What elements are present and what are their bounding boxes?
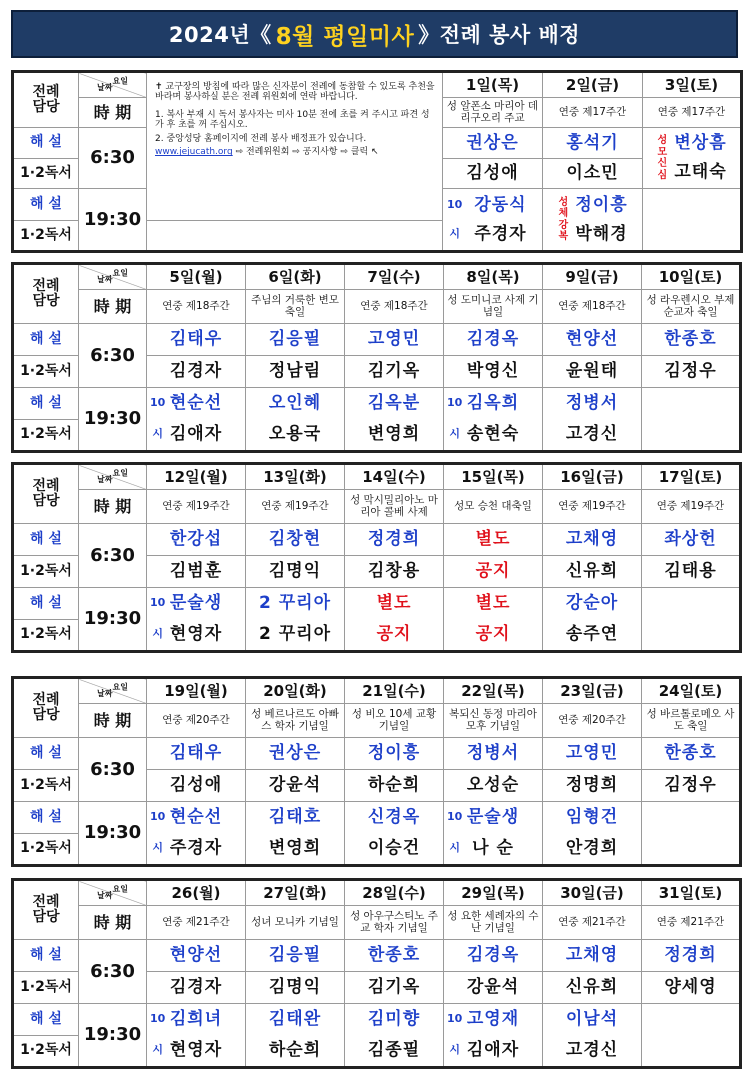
- assignee-name: 김경옥: [444, 324, 543, 356]
- evening-cell: [246, 1004, 345, 1068]
- si-tag: 시: [152, 1043, 163, 1057]
- assignee-name: 강윤석: [246, 770, 345, 802]
- liturgy-label: 연중 제18주간: [147, 290, 246, 324]
- assignee-name: 강윤석: [444, 972, 543, 1004]
- time-header: 時 期: [79, 98, 147, 128]
- notes-intro: ✝ 교구장의 방침에 따라 많은 신자분이 전례에 동참할 수 있도록 추천을 바라며 봉사하실 분은 전례 위원회에 연락 바랍니다.: [155, 82, 435, 102]
- date-header: 5일(월): [147, 264, 246, 290]
- liturgy-label: 연중 제19주간: [543, 490, 642, 524]
- si-tag: 시: [449, 841, 460, 855]
- homepage-link[interactable]: www.jejucath.org: [155, 147, 233, 158]
- assignee-name: 김기옥: [345, 972, 444, 1004]
- date-weekday-header: 날짜$^{요일}$: [79, 264, 147, 290]
- reading-label: 1·2독서: [13, 420, 79, 452]
- assignee-name: 송주연: [565, 624, 619, 644]
- assignee-name: 고영민: [345, 324, 444, 356]
- saturday-cell: [643, 128, 742, 189]
- liturgy-label: 연중 제20주간: [147, 704, 246, 738]
- time-header: 時 期: [79, 704, 147, 738]
- assignee-name: 공지: [376, 624, 412, 644]
- schedule-week-1: [11, 70, 743, 253]
- liturgy-label: 연중 제20주간: [543, 704, 642, 738]
- assignee-name: 김애자: [466, 1040, 520, 1060]
- assignee-name: 오인혜: [268, 393, 322, 414]
- assignee-name: 김태완: [268, 1009, 322, 1030]
- liturgy-label: 연중 제18주간: [543, 290, 642, 324]
- commentary-label: 해 설: [13, 524, 79, 556]
- empty-cell: [642, 388, 741, 452]
- evening-cell: [246, 388, 345, 452]
- ten-tag: 10: [150, 396, 166, 410]
- date-header: 8일(목): [444, 264, 543, 290]
- date-header: 26(월): [147, 880, 246, 906]
- mass-time-morning: 6:30: [79, 128, 147, 189]
- date-weekday-header: 날짜$^{요일}$: [79, 464, 147, 490]
- assignee-name: 김명익: [246, 556, 345, 588]
- mass-time-morning: 6:30: [79, 738, 147, 802]
- evening-cell: [147, 802, 246, 866]
- liturgy-label: 연중 제19주간: [642, 490, 741, 524]
- evening-cell: [543, 588, 642, 652]
- schedule-week-5: [11, 878, 742, 1069]
- date-header: 2일(금): [543, 72, 643, 98]
- assignee-name: 한종호: [642, 324, 741, 356]
- date-header: 30일(금): [543, 880, 642, 906]
- assignee-name: 김종필: [367, 1040, 421, 1060]
- assignee-name: 김창현: [246, 524, 345, 556]
- assignee-name: 공지: [475, 624, 511, 644]
- liturgy-label: 성 베르나르도 아빠스 학자 기념일: [246, 704, 345, 738]
- date-weekday-header: 날짜$^{요일}$: [79, 678, 147, 704]
- commentary-label: 해 설: [13, 388, 79, 420]
- liturgy-label: 성 비오 10세 교황 기념일: [345, 704, 444, 738]
- assignee-name: 김창용: [345, 556, 444, 588]
- commentary-label: 해 설: [13, 1004, 79, 1036]
- assignee-name: 한종호: [345, 940, 444, 972]
- title-prefix: 2024년《: [168, 23, 272, 47]
- assignee-name: 문술생: [169, 593, 223, 614]
- notes-item-2: 2. 중앙성당 홈페이지에 전례 봉사 배정표가 있습니다.: [155, 133, 367, 144]
- date-header: 21일(수): [345, 678, 444, 704]
- assignee-name: 김애자: [169, 424, 223, 444]
- commentary-label: 해 설: [13, 128, 79, 159]
- assignee-name: 권상은: [443, 128, 543, 159]
- liturgy-label: 연중 제18주간: [345, 290, 444, 324]
- assignee-name: 고경신: [565, 1040, 619, 1060]
- assignee-name: 좌상헌: [642, 524, 741, 556]
- date-header: 23일(금): [543, 678, 642, 704]
- assignee-name: 변상흠: [674, 133, 727, 154]
- evening-cell: [543, 189, 643, 252]
- assignee-name: 변영희: [367, 424, 421, 444]
- assignee-name: 윤원태: [543, 356, 642, 388]
- commentary-label: 해 설: [13, 588, 79, 620]
- assignee-name: 김태용: [642, 556, 741, 588]
- si-tag: 시: [152, 427, 163, 441]
- assignee-name: 신경옥: [367, 807, 421, 828]
- reading-label: 1·2독서: [13, 159, 79, 189]
- evening-cell: [345, 1004, 444, 1068]
- assignee-name: 이소민: [543, 159, 643, 189]
- assignee-name: 한강섭: [147, 524, 246, 556]
- evening-cell: [147, 1004, 246, 1068]
- assignee-name: 김응필: [246, 324, 345, 356]
- role-header: 전례 담당: [13, 678, 79, 738]
- date-header: 27일(화): [246, 880, 345, 906]
- reading-label: 1·2독서: [13, 221, 79, 252]
- evening-cell: [444, 588, 543, 652]
- evening-cell: [345, 588, 444, 652]
- ten-tag: 10: [447, 198, 463, 212]
- page-title: [11, 10, 738, 58]
- empty-cell: [642, 1004, 741, 1068]
- date-weekday-header: 날짜$^{요일}$: [79, 880, 147, 906]
- evening-cell: [246, 802, 345, 866]
- liturgy-label: 성모 승천 대축일: [444, 490, 543, 524]
- assignee-name: 정남림: [246, 356, 345, 388]
- commentary-label: 해 설: [13, 324, 79, 356]
- notes-box: [147, 72, 443, 221]
- commentary-label: 해 설: [13, 189, 79, 221]
- liturgy-label: 연중 제21주간: [147, 906, 246, 940]
- date-header: 16일(금): [543, 464, 642, 490]
- assignee-name: 김정우: [642, 356, 741, 388]
- date-header: 7일(수): [345, 264, 444, 290]
- assignee-name: 김옥분: [367, 393, 421, 414]
- assignee-name: 정경희: [345, 524, 444, 556]
- liturgy-label: 성 라우렌시오 부제 순교자 축일: [642, 290, 741, 324]
- assignee-name: 김태우: [147, 738, 246, 770]
- mass-time-morning: 6:30: [79, 324, 147, 388]
- assignee-name: 오용국: [268, 424, 322, 444]
- assignee-name: 주경자: [474, 223, 527, 244]
- date-header: 29일(목): [444, 880, 543, 906]
- assignee-name: 송현숙: [466, 424, 520, 444]
- ten-tag: 10: [447, 396, 463, 410]
- assignee-name: 고태숙: [674, 162, 727, 182]
- assignee-name: 김미향: [367, 1009, 421, 1030]
- assignee-name: 정경희: [642, 940, 741, 972]
- assignee-name: 신유희: [543, 972, 642, 1004]
- liturgy-label: 성녀 모니카 기념일: [246, 906, 345, 940]
- assignee-name: 현영자: [169, 1040, 223, 1060]
- liturgy-label: 성 바르톨로메오 사도 축일: [642, 704, 741, 738]
- assignee-name: 공지: [444, 556, 543, 588]
- reading-label: 1·2독서: [13, 1036, 79, 1068]
- reading-label: 1·2독서: [13, 770, 79, 802]
- date-header: 3일(토): [643, 72, 742, 98]
- liturgy-label: 연중 제21주간: [642, 906, 741, 940]
- assignee-name: 고경신: [565, 424, 619, 444]
- role-header: 전례 담당: [13, 264, 79, 324]
- assignee-name: 정병서: [444, 738, 543, 770]
- time-header: 時 期: [79, 906, 147, 940]
- assignee-name: 문술생: [466, 807, 520, 828]
- schedule-week-2: [11, 262, 742, 453]
- assignee-name: 고영민: [543, 738, 642, 770]
- assignee-name: 정이흥: [575, 194, 628, 215]
- assignee-name: 한종호: [642, 738, 741, 770]
- commentary-label: 해 설: [13, 802, 79, 834]
- liturgy-label: 연중 제21주간: [543, 906, 642, 940]
- assignee-name: 김성애: [443, 159, 543, 189]
- evening-cell: [543, 802, 642, 866]
- ten-tag: 10: [150, 596, 166, 610]
- assignee-name: 이승건: [367, 838, 421, 858]
- assignee-name: 김응필: [246, 940, 345, 972]
- assignee-name: 고채영: [543, 940, 642, 972]
- assignee-name: 오성순: [444, 770, 543, 802]
- mass-time-evening: 19:30: [79, 588, 147, 652]
- liturgy-label: 연중 제17주간: [643, 98, 742, 128]
- devotion-tag: 성모신심: [657, 135, 668, 181]
- role-header: 전례 담당: [13, 880, 79, 940]
- assignee-name: 김범훈: [147, 556, 246, 588]
- ten-tag: 10: [150, 1012, 166, 1026]
- date-header: 22일(목): [444, 678, 543, 704]
- assignee-name: 정명희: [543, 770, 642, 802]
- ten-tag: 10: [150, 810, 166, 824]
- evening-cell: [345, 802, 444, 866]
- schedule-week-4: [11, 676, 742, 867]
- assignee-name: 강동식: [474, 194, 527, 215]
- ten-tag: 10: [447, 810, 463, 824]
- assignee-name: 하순희: [345, 770, 444, 802]
- date-header: 1일(목): [443, 72, 543, 98]
- assignee-name: 정이흥: [345, 738, 444, 770]
- date-header: 28일(수): [345, 880, 444, 906]
- liturgy-label: 성 아우구스티노 주교 학자 기념일: [345, 906, 444, 940]
- empty-cell: [642, 588, 741, 652]
- date-header: 13일(화): [246, 464, 345, 490]
- assignee-name: 김희녀: [169, 1009, 223, 1030]
- si-tag: 시: [152, 841, 163, 855]
- assignee-name: 고채영: [543, 524, 642, 556]
- assignee-name: 현양선: [543, 324, 642, 356]
- date-header: 19일(월): [147, 678, 246, 704]
- date-header: 12일(월): [147, 464, 246, 490]
- date-weekday-header: 날짜$^{요일}$: [79, 72, 147, 98]
- mass-time-morning: 6:30: [79, 940, 147, 1004]
- assignee-name: 강순아: [565, 593, 619, 614]
- liturgy-label: 연중 제19주간: [147, 490, 246, 524]
- time-header: 時 期: [79, 490, 147, 524]
- evening-cell: [444, 1004, 543, 1068]
- date-header: 24일(토): [642, 678, 741, 704]
- title-suffix: 》전례 봉사 배정: [418, 23, 581, 47]
- empty-cell: [642, 802, 741, 866]
- assignee-name: 김태우: [147, 324, 246, 356]
- benediction-tag: 성체강복: [558, 196, 569, 242]
- reading-label: 1·2독서: [13, 556, 79, 588]
- assignee-name: 별도: [376, 593, 412, 614]
- assignee-name: 박영신: [444, 356, 543, 388]
- assignee-name: 김명익: [246, 972, 345, 1004]
- date-header: 6일(화): [246, 264, 345, 290]
- commentary-label: 해 설: [13, 940, 79, 972]
- assignee-name: 하순희: [268, 1040, 322, 1060]
- assignee-name: 별도: [475, 593, 511, 614]
- assignee-name: 김태호: [268, 807, 322, 828]
- mass-time-evening: 19:30: [79, 388, 147, 452]
- date-header: 31일(토): [642, 880, 741, 906]
- liturgy-label: 성 막시밀리아노 마리아 콜베 사제: [345, 490, 444, 524]
- si-tag: 시: [152, 627, 163, 641]
- role-header: 전례 담당: [13, 72, 79, 128]
- date-header: 10일(토): [642, 264, 741, 290]
- assignee-name: 김기옥: [345, 356, 444, 388]
- date-header: 17일(토): [642, 464, 741, 490]
- assignee-name: 이남석: [565, 1009, 619, 1030]
- notes-item-1: 1. 복사 부재 시 독서 봉사자는 미사 10분 전에 초를 켜 주시고 파견 성가 후 초를 꺼 주십시오.: [155, 109, 430, 130]
- assignee-name: 권상은: [246, 738, 345, 770]
- reading-label: 1·2독서: [13, 972, 79, 1004]
- assignee-name: 현양선: [147, 940, 246, 972]
- date-header: 20일(화): [246, 678, 345, 704]
- assignee-name: 나 순: [472, 838, 514, 858]
- assignee-name: 2 꾸리아: [258, 593, 331, 614]
- si-tag: 시: [449, 427, 460, 441]
- assignee-name: 주경자: [169, 838, 223, 858]
- commentary-label: 해 설: [13, 738, 79, 770]
- reading-label: 1·2독서: [13, 356, 79, 388]
- assignee-name: 현순선: [169, 393, 223, 414]
- time-header: 時 期: [79, 290, 147, 324]
- assignee-name: 김경옥: [444, 940, 543, 972]
- assignee-name: 2 꾸리아: [258, 624, 331, 644]
- evening-cell: [246, 588, 345, 652]
- mass-time-evening: 19:30: [79, 802, 147, 866]
- reading-label: 1·2독서: [13, 620, 79, 652]
- liturgy-label: 주님의 거룩한 변모 축일: [246, 290, 345, 324]
- evening-cell: [543, 1004, 642, 1068]
- mass-time-evening: 19:30: [79, 1004, 147, 1068]
- mass-time-morning: 6:30: [79, 524, 147, 588]
- assignee-name: 김옥희: [466, 393, 520, 414]
- title-month: 8월 평일미사: [275, 23, 415, 50]
- assignee-name: 홍석기: [543, 128, 643, 159]
- ten-tag: 10: [447, 1012, 463, 1026]
- reading-label: 1·2독서: [13, 834, 79, 866]
- evening-cell: [443, 189, 543, 252]
- role-header: 전례 담당: [13, 464, 79, 524]
- evening-cell: [444, 802, 543, 866]
- assignee-name: 현영자: [169, 624, 223, 644]
- liturgy-label: 연중 제17주간: [543, 98, 643, 128]
- si-tag: 시: [449, 226, 460, 240]
- liturgy-label: 복되신 동정 마리아 모후 기념일: [444, 704, 543, 738]
- assignee-name: 양세영: [642, 972, 741, 1004]
- evening-cell: [147, 388, 246, 452]
- liturgy-label: 성 도미니코 사제 기념일: [444, 290, 543, 324]
- date-header: 9일(금): [543, 264, 642, 290]
- assignee-name: 고영재: [466, 1009, 520, 1030]
- assignee-name: 임형건: [565, 807, 619, 828]
- homepage-path: ⇨ 전례위원회 ⇨ 공지사항 ⇨ 클릭 ↖: [232, 147, 379, 158]
- si-tag: 시: [449, 1043, 460, 1057]
- assignee-name: 정병서: [565, 393, 619, 414]
- assignee-name: 신유희: [543, 556, 642, 588]
- assignee-name: 김경자: [147, 356, 246, 388]
- assignee-name: 김정우: [642, 770, 741, 802]
- assignee-name: 박해경: [575, 223, 628, 244]
- liturgy-label: 연중 제19주간: [246, 490, 345, 524]
- evening-cell: [543, 388, 642, 452]
- assignee-name: 안경희: [565, 838, 619, 858]
- evening-cell: [444, 388, 543, 452]
- assignee-name: 김경자: [147, 972, 246, 1004]
- date-header: 15일(목): [444, 464, 543, 490]
- liturgy-label: 성 알폰소 마리아 데 리구오리 주교: [443, 98, 543, 128]
- assignee-name: 현순선: [169, 807, 223, 828]
- date-header: 14일(수): [345, 464, 444, 490]
- evening-cell: [345, 388, 444, 452]
- schedule-week-3: [11, 462, 742, 653]
- liturgy-label: 성 요한 세례자의 수난 기념일: [444, 906, 543, 940]
- assignee-name: 별도: [444, 524, 543, 556]
- evening-cell: [147, 588, 246, 652]
- assignee-name: 김성애: [147, 770, 246, 802]
- assignee-name: 변영희: [268, 838, 322, 858]
- empty-cell: [643, 189, 742, 252]
- mass-time-evening: 19:30: [79, 189, 147, 252]
